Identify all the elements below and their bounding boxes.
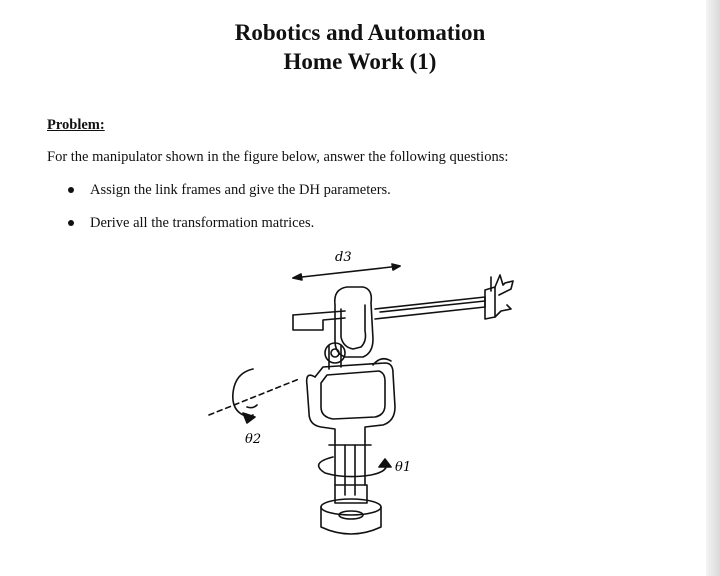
question-text: Assign the link frames and give the DH parameters. (90, 182, 391, 198)
shoulder-yoke (307, 345, 395, 441)
prismatic-link (293, 275, 513, 330)
theta2-rotation-arrow (233, 369, 257, 423)
theta1-label: θ1 (395, 460, 412, 475)
question-item (68, 181, 391, 214)
bullet-icon (68, 187, 74, 193)
document-title (0, 18, 720, 76)
problem-heading: Problem: (47, 117, 105, 133)
theta2-label: θ2 (245, 432, 262, 447)
d3-label: d3 (335, 250, 352, 265)
d3-arrow (293, 264, 400, 280)
question-text: Derive all the transformation matrices. (90, 215, 315, 231)
question-item (68, 214, 391, 247)
question-list (68, 181, 391, 247)
title-line-1: Robotics and Automation (234, 20, 486, 45)
manipulator-figure (195, 245, 535, 545)
problem-intro: For the manipulator shown in the figure below, answer the following questions: (47, 149, 509, 165)
title-line-2: Home Work (1) (283, 49, 437, 74)
carriage-block (325, 287, 373, 363)
robot-base (321, 485, 381, 534)
page-edge (706, 0, 720, 576)
theta2-axis (209, 379, 299, 415)
bullet-icon (68, 220, 74, 226)
